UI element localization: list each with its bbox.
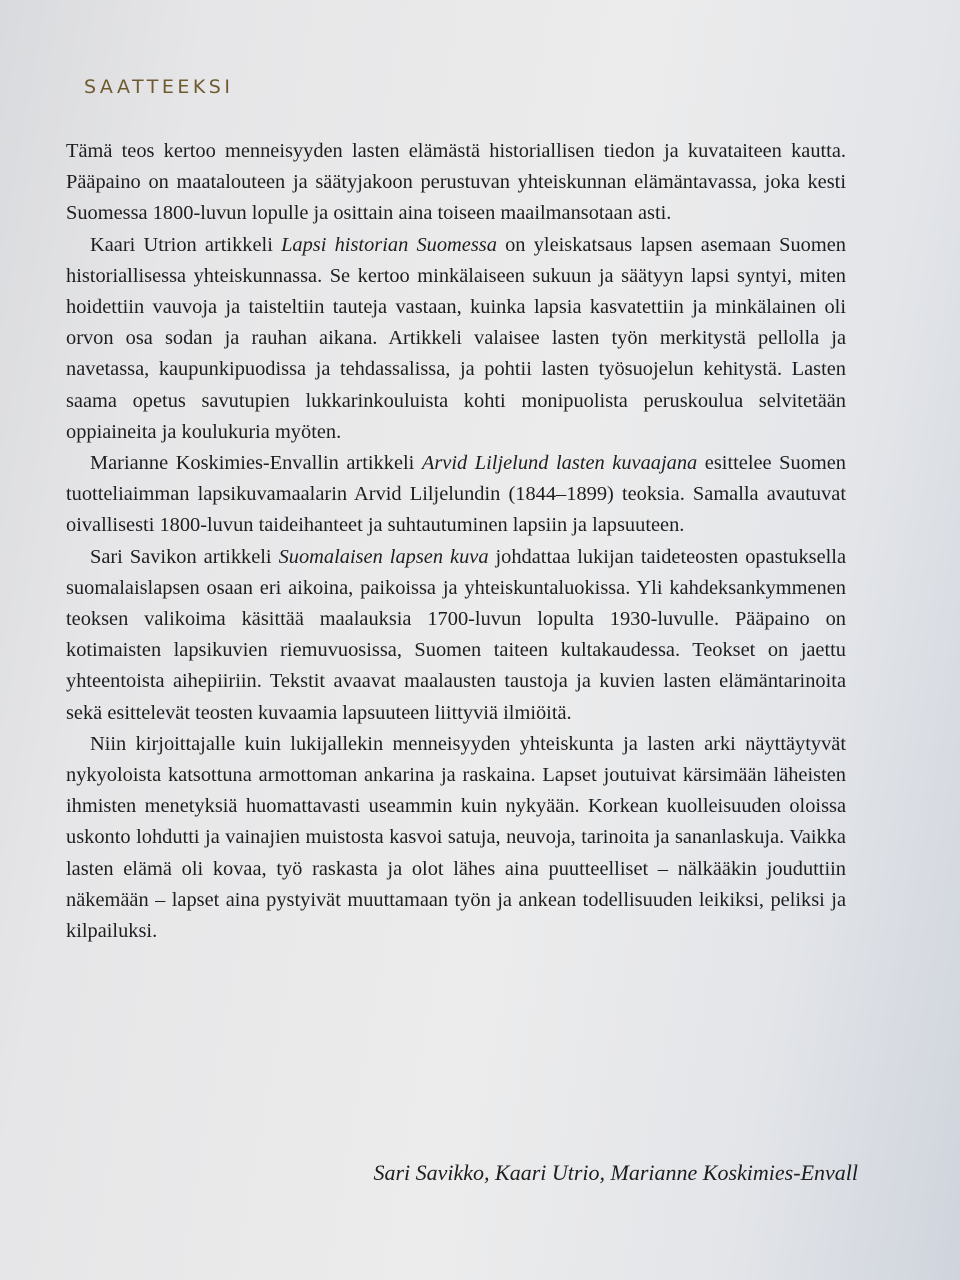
paragraph-text: esittelee Suomen tuotteliaimman lapsikuvamaalarin Arvid Liljelundin (1844–1899) teoksia. Samalla avautuvat oivallisesti 1800-luvun taideihanteet ja suhtautuminen lapsiin ja lapsuuteen. bbox=[66, 452, 846, 537]
paragraph-5 bbox=[66, 729, 846, 947]
paragraph-4 bbox=[66, 542, 846, 729]
paragraph-1 bbox=[66, 136, 846, 230]
paragraph-text: Sari Savikon artikkeli bbox=[90, 545, 279, 568]
authors-signature: Sari Savikko, Kaari Utrio, Marianne Koskimies-Envall bbox=[373, 1160, 858, 1185]
paragraph-text: Kaari Utrion artikkeli bbox=[90, 233, 282, 256]
article-title: Suomalaisen lapsen kuva bbox=[278, 545, 489, 568]
article-title: Lapsi historian Suomessa bbox=[281, 233, 497, 256]
paragraph-text: Tämä teos kertoo menneisyyden lasten elämästä historiallisen tiedon ja kuvataiteen kautta. Pääpaino on maatalouteen ja säätyjakoon perustuvan yhteiskunnan elämäntavassa, joka kesti Suomessa 1800-luvun lopulle ja osittain aina toiseen maailmansotaan asti. bbox=[66, 140, 846, 225]
paragraph-2 bbox=[66, 230, 846, 448]
paragraph-text: on yleiskatsaus lapsen asemaan Suomen historiallisessa yhteiskunnassa. Se kertoo minkälaiseen sukuun ja säätyyn lapsi syntyi, miten hoidettiin vauvoja ja taisteltiin tauteja vastaan, kuinka lapsia kasvatettiin ja minkälainen oli orvon osa sodan ja rauhan aikana. Artikkeli valaisee lasten työn merkitystä pellolla ja navetassa, kaupunkipuodissa ja tehdassalissa, ja pohtii lasten työsuojelun kehitystä. Lasten saama opetus savutupien lukkarinkouluista kohti monipuolista peruskoulua selvitetään oppiaineita ja koulukuria myöten. bbox=[66, 233, 846, 443]
preface-body bbox=[66, 136, 846, 947]
paragraph-text: Niin kirjoittajalle kuin lukijallekin menneisyyden yhteiskunta ja lasten arki näyttäytyvät nykyoloista katsottuna armottoman ankarina ja raskaina. Lapset joutuivat kärsimään läheisten ihmisten menetyksiä huomattavasti useammin kuin nykyään. Korkean kuolleisuuden oloissa uskonto lohdutti ja vainajien muistosta kasvoi satuja, neuvoja, tarinoita ja sananlaskuja. Vaikka lasten elämä oli kovaa, työ raskasta ja olot lähes aina puutteelliset – nälkääkin jouduttiin näkemään – lapset aina pystyivät muuttamaan työn ja ankean todellisuuden leikiksi, peliksi ja kilpailuksi. bbox=[66, 732, 846, 943]
paragraph-text: Marianne Koskimies-Envallin artikkeli bbox=[90, 452, 422, 475]
article-title: Arvid Liljelund lasten kuvaajana bbox=[421, 452, 698, 475]
paragraph-text: johdattaa lukijan taideteosten opastuksella suomalaislapsen osaan eri aikoina, paikoissa ja yhteiskuntaluokissa. Yli kahdeksankymmenen teoksen valikoima käsittää maalauksia 1700-luvun lopulta 1930-luvulle. Pääpaino on kotimaisten lapsikuvien riemuvuosissa, Suomen taiteen kultakaudessa. Teokset on jaettu yhteentoista aihepiiriin. Tekstit avaavat maalausten taustoja ja kuvien lasten elämäntarinoita sekä esittelevät teosten kuvaamia lapsuuteen liittyviä ilmiöitä. bbox=[66, 545, 847, 724]
section-heading: SAATTEEKSI bbox=[84, 76, 234, 98]
paragraph-3 bbox=[66, 448, 846, 542]
